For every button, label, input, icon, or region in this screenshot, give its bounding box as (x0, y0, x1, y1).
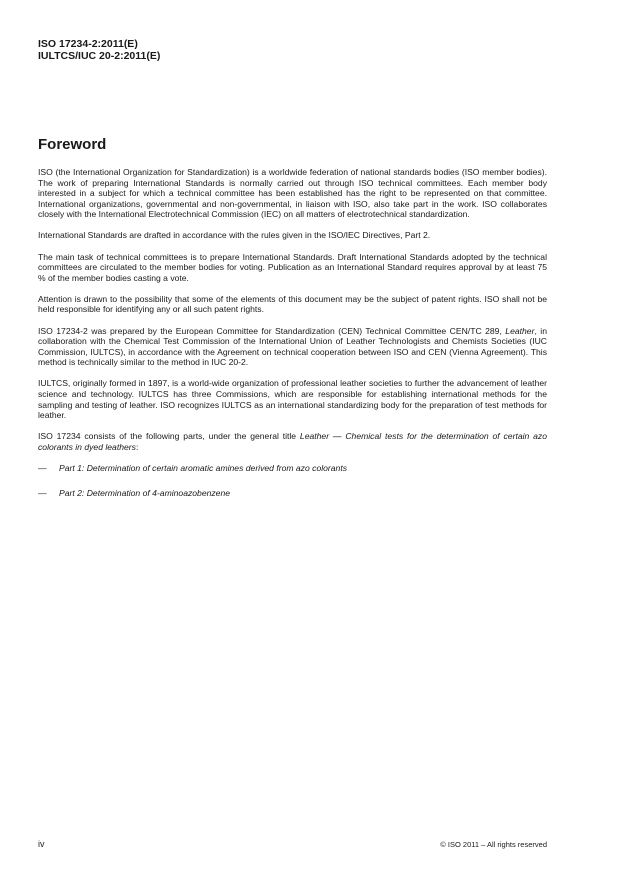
page-title: Foreword (38, 136, 107, 153)
list-item (38, 463, 547, 474)
paragraph-main-task: The main task of technical committees is to prepare International Standards. Draft International Standards adopted by the technical committees are circulated to the member bodies for voting. Publication as an International Standard requires approval by at least 75 % of the member bodies casting a vote. (38, 251, 547, 283)
paragraph-patent-rights: Attention is drawn to the possibility that some of the elements of this document may be the subject of patent rights. ISO shall not be held responsible for identifying any or all such patent rights. (38, 293, 547, 315)
foreword-body (38, 167, 547, 512)
preparation-text-end: , in collaboration with the Chemical Test Commission of the International Union of Leather Technologists and Chemists Societies (IUC Commission, IULTCS), in accordance with the Agreement on technical cooperation between ISO and CEN (Vienna Agreement). This method is technically similar to the method in IUC 20-2. (38, 325, 547, 368)
header-standard-number: ISO 17234-2:2011(E) (38, 38, 138, 50)
header-iultcs-number: IULTCS/IUC 20-2:2011(E) (38, 50, 161, 62)
page-number: iv (38, 839, 45, 849)
list-item (38, 488, 547, 499)
paragraph-iultcs: IULTCS, originally formed in 1897, is a world-wide organization of professional leather societies to further the advancement of leather science and technology. IULTCS has three Commissions, which are responsible for establishing international methods for the sampling and testing of leather. ISO recognizes IULTCS as an international standardizing body for the preparation of test methods for leather. (38, 378, 547, 421)
list-item-part1: Part 1: Determination of certain aromatic amines derived from azo colorants (59, 462, 348, 473)
preparation-text-start: ISO 17234-2 was prepared by the European Committee for Standardization (CEN) Technical Committee CEN/TC 289, (38, 325, 506, 336)
paragraph-drafting-rules: International Standards are drafted in accordance with the rules given in the ISO/IEC Directives, Part 2. (38, 230, 431, 241)
paragraph-preparation (38, 326, 547, 368)
paragraph-parts (38, 431, 547, 452)
parts-text-start: ISO 17234 consists of the following parts, under the general title (38, 431, 300, 442)
parts-text-end: : (135, 441, 139, 452)
list-dash: — (38, 487, 47, 498)
list-item-part2: Part 2: Determination of 4-aminoazobenzene (59, 487, 231, 498)
copyright-notice: © ISO 2011 – All rights reserved (440, 840, 547, 849)
list-dash: — (38, 462, 47, 473)
parts-general-title: Leather — Chemical tests for the determination of certain azo colorants in dyed leathers (38, 431, 547, 452)
paragraph-iso-intro: ISO (the International Organization for Standardization) is a worldwide federation of national standards bodies (ISO member bodies). The work of preparing International Standards is normally carried out through ISO technical committees. Each member body interested in a subject for which a technical committee has been established has the right to be represented on that committee. International organizations, governmental and non-governmental, in liaison with ISO, also take part in the work. ISO collaborates closely with the International Electrotechnical Commission (IEC) on all matters of electrotechnical standardization. (38, 167, 547, 220)
document-header (38, 38, 160, 62)
preparation-leather-term: Leather (505, 325, 535, 336)
